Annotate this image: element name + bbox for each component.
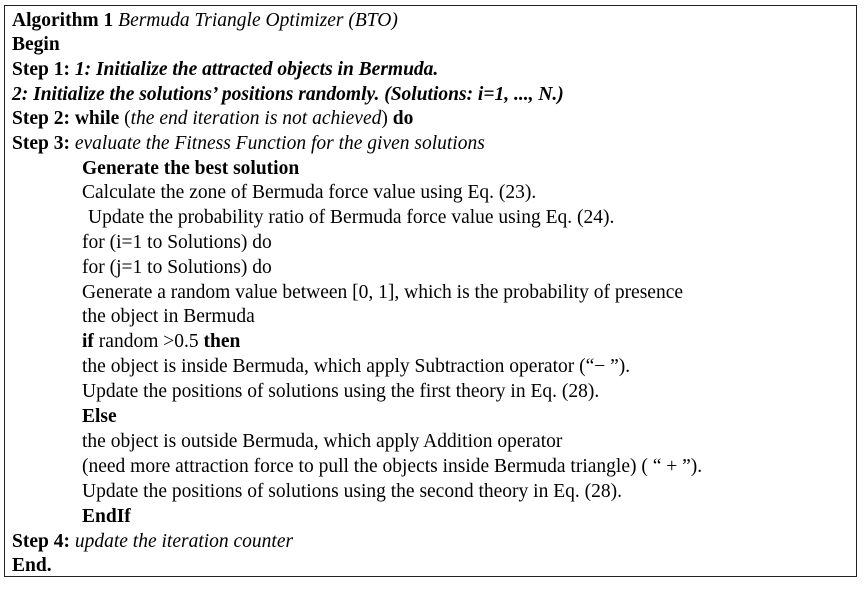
while-keyword: while <box>74 108 120 129</box>
step2-open-paren: ( <box>119 108 131 129</box>
calc-zone-line: Calculate the zone of Bermuda force value using Eq. (23). <box>82 182 537 203</box>
update-first-theory-line: Update the positions of solutions using the first theory in Eq. (28). <box>82 381 600 402</box>
step4-label: Step 4: <box>12 531 70 552</box>
step3-line <box>12 132 485 156</box>
step1b-text: 2: Initialize the solutions’ positions randomly. (Solutions: i=1, ..., N.) <box>12 84 564 105</box>
if-condition: random >0.5 <box>93 331 204 352</box>
step2-label: Step 2: <box>12 108 70 129</box>
algorithm-title: Bermuda Triangle Optimizer (BTO) <box>118 10 398 31</box>
step4-text: update the iteration counter <box>74 531 294 552</box>
step3-label: Step 3: <box>12 133 70 154</box>
else-keyword: Else <box>82 406 117 427</box>
inside-bermuda-line: the object is inside Bermuda, which apply Subtraction operator (“− ”). <box>82 356 631 377</box>
outside-bermuda-line-cont: (need more attraction force to pull the objects inside Bermuda triangle) ( “ + ”). <box>82 456 703 477</box>
endif-keyword: EndIf <box>82 506 131 527</box>
outside-bermuda-line: the object is outside Bermuda, which apply Addition operator <box>82 431 563 452</box>
if-line <box>82 330 240 354</box>
algorithm-label: Algorithm 1 <box>12 10 114 31</box>
generate-best-solution: Generate the best solution <box>82 158 300 179</box>
for-j-line: for (j=1 to Solutions) do <box>82 257 272 278</box>
step3-text: evaluate the Fitness Function for the given solutions <box>74 133 485 154</box>
begin-keyword: Begin <box>12 34 60 55</box>
generate-random-line-cont: the object in Bermuda <box>82 306 255 327</box>
step1-text: 1: Initialize the attracted objects in Bermuda. <box>74 59 439 80</box>
for-i-line: for (i=1 to Solutions) do <box>82 232 272 253</box>
step1-line <box>12 58 438 82</box>
if-keyword: if <box>82 331 94 352</box>
then-keyword: then <box>203 331 241 352</box>
step2-line <box>12 107 413 131</box>
generate-random-line: Generate a random value between [0, 1], which is the probability of presence <box>82 282 684 303</box>
step2-close-paren: ) <box>381 108 393 129</box>
end-keyword: End. <box>12 555 52 576</box>
update-second-theory-line: Update the positions of solutions using the second theory in Eq. (28). <box>82 481 622 502</box>
step4-line <box>12 530 293 554</box>
algorithm-title-line <box>12 9 398 33</box>
do-keyword: do <box>392 108 414 129</box>
step2-condition: the end iteration is not achieved <box>130 108 382 129</box>
step1-label: Step 1: <box>12 59 70 80</box>
update-probability-line: Update the probability ratio of Bermuda force value using Eq. (24). <box>88 207 615 228</box>
algorithm-box <box>4 5 857 577</box>
